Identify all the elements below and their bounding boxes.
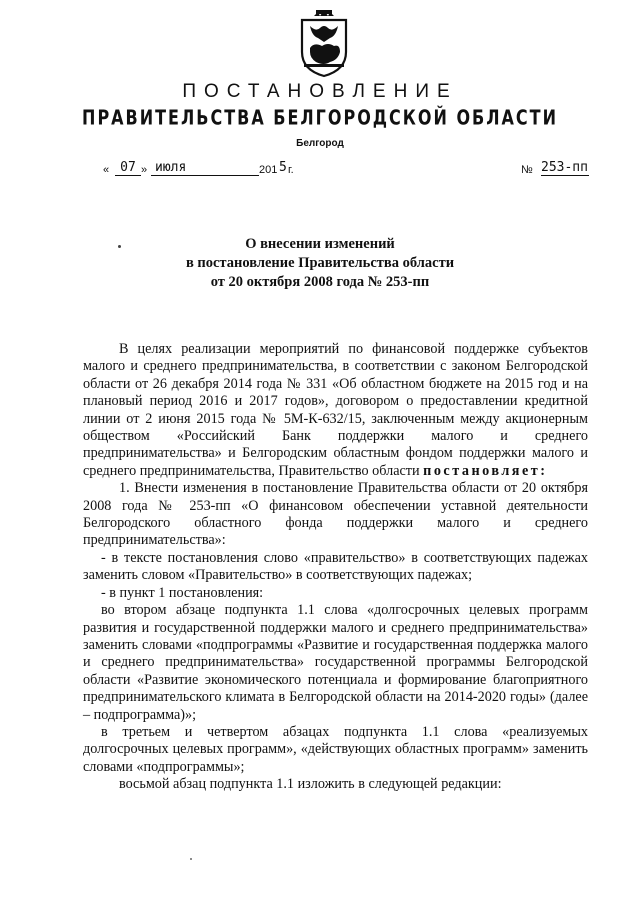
paragraph-replace-word: - в тексте постановления слово «правительство» в соответствующих падежах заменить словом «Правительство» в соответствующих падежах; — [83, 549, 588, 584]
issuing-authority: ПРАВИТЕЛЬСТВА БЕЛГОРОДСКОЙ ОБЛАСТИ — [82, 105, 558, 130]
paragraph-point-1: - в пункт 1 постановления: — [101, 584, 264, 601]
coat-of-arms-icon — [296, 8, 352, 78]
resolves-emphasis: постановляет: — [423, 462, 548, 479]
eagle-shape — [310, 26, 338, 42]
date-month: июля — [151, 160, 259, 176]
date-year-suffix: г. — [288, 164, 294, 176]
document-number: 253-пп — [541, 160, 588, 175]
subject-line-1: О внесении изменений — [245, 236, 395, 252]
date-open-quote: « — [103, 164, 110, 176]
date-year-digit: 5 — [279, 160, 287, 175]
paragraph-eighth-abzac: восьмой абзац подпункта 1.1 изложить в следующей редакции: — [119, 776, 502, 793]
lion-shape — [310, 44, 340, 64]
crown-icon — [314, 10, 334, 16]
date-day: 07 — [115, 160, 141, 176]
paragraph-third-fourth-abzac: в третьем и четвертом абзацах подпункта 1.1 слова «реализуемых долгосрочных целевых программ», «действующих областных программ» заменить словами «подпрограммы»; — [83, 723, 588, 775]
subject-line-3: от 20 октября 2008 года № 253-пп — [210, 274, 430, 290]
paragraph-preamble — [83, 341, 588, 480]
paragraph-second-abzac: во втором абзаце подпункта 1.1 слова «долгосрочных целевых программ развития и государственной поддержки малого и среднего предпринимательства» заменить словами «подпрограммы «Развитие и государственная поддержка малого и среднего предпринимательства» государственной программы Белгородской области «Развитие экономического потенциала и формирование благоприятного предпринимательского климата в Белгородской области на 2014-2020 годы» (далее – подпрограмма)»; — [83, 602, 588, 723]
document-number-label: № — [521, 164, 533, 176]
scan-speck — [190, 858, 192, 860]
paragraph-item-1: 1. Внести изменения в постановление Правительства области от 20 октября 2008 года № 253-пп «О финансовом обеспечении уставной деятельности Белгородского областного фонда поддержки малого и среднего предпринимательства»: — [83, 480, 588, 549]
city-name: Белгород — [296, 138, 344, 149]
preamble-text: В целях реализации мероприятий по финансовой поддержке субъектов малого и среднего предпринимательства, в соответствии с законом Белгородской области от 26 декабря 2014 года № 331 «Об областном бюджете на 2015 год и на плановый период 2016 и 2017 годов», договором о предоставлении кредитной линии от 2 июня 2015 года № 5М-К-632/15, заключенным между акционерным обществом «Российский Банк поддержки малого и среднего предпринимательства» и Белгородским областным фондом поддержки малого и среднего предпринимательства, Правительство области — [83, 341, 588, 479]
document-subject — [0, 235, 640, 292]
subject-line-2: в постановление Правительства области — [185, 255, 455, 271]
document-type-title: ПОСТАНОВЛЕНИЕ — [182, 81, 458, 102]
date-number-line — [103, 160, 603, 180]
document-body — [83, 341, 588, 794]
date-close-quote: » — [141, 164, 148, 176]
date-year-prefix: 201 — [259, 164, 278, 176]
